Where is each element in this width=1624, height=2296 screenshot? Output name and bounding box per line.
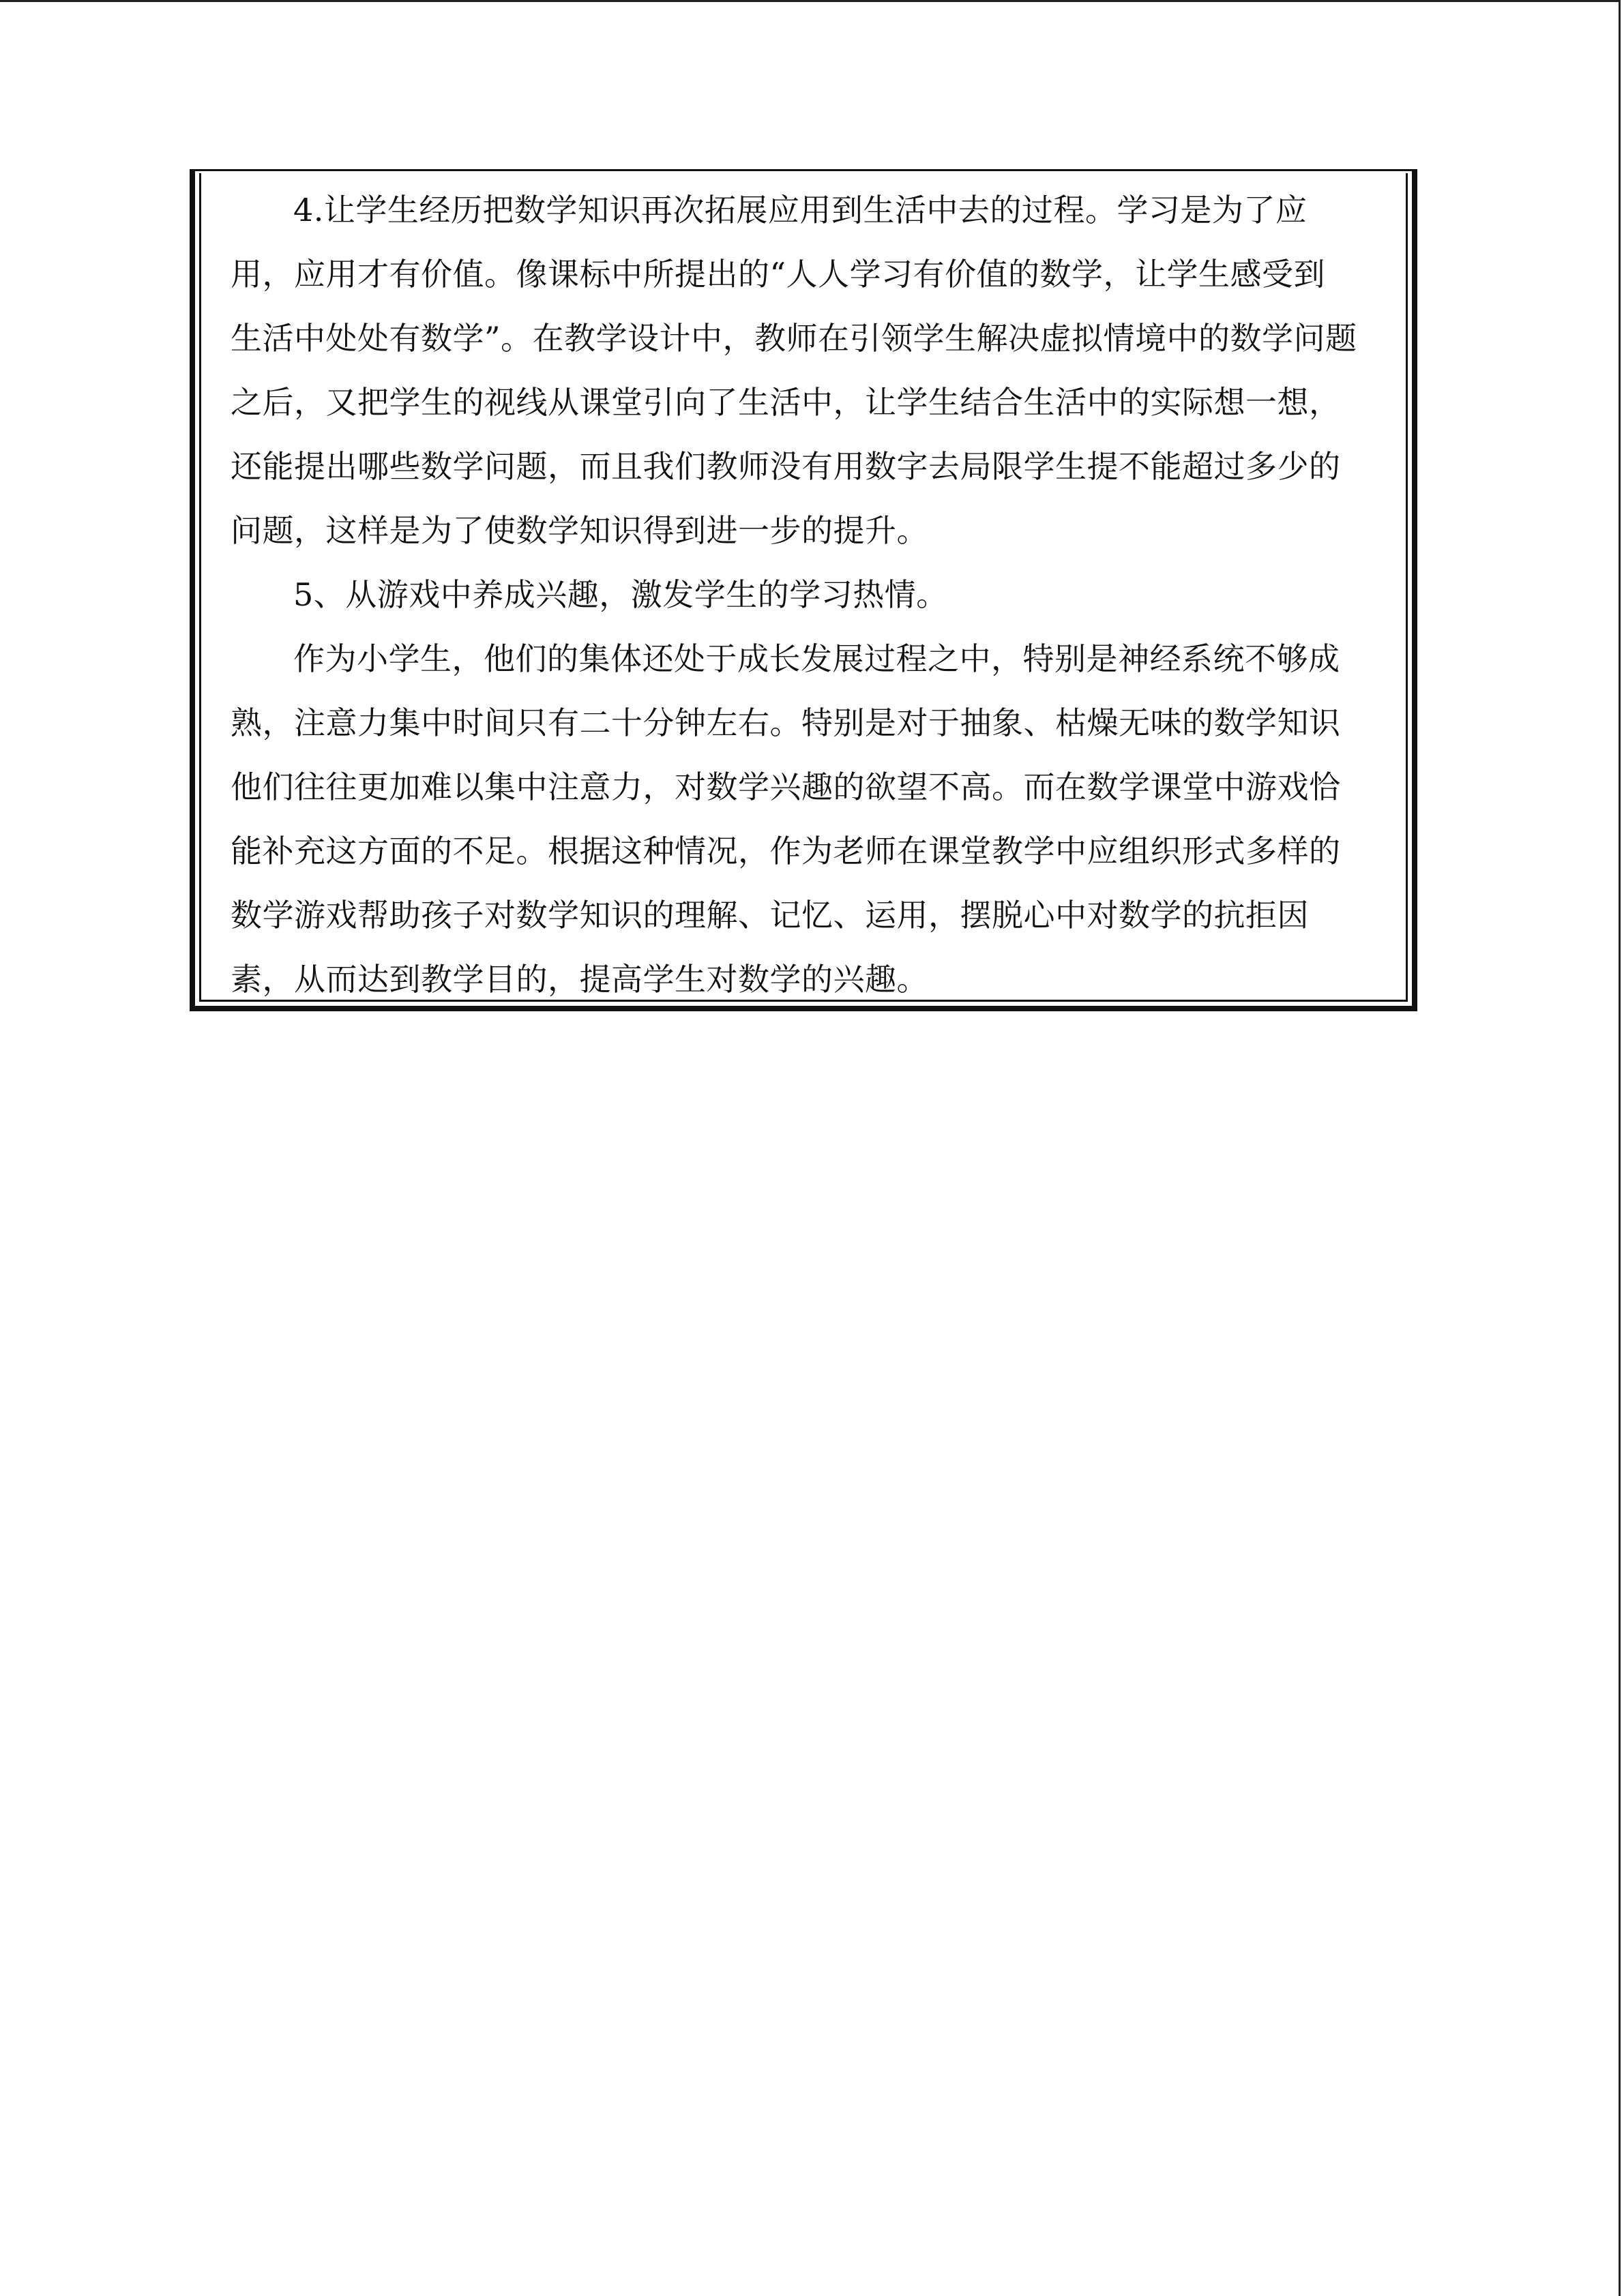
text-line: 用，应用才有价值。像课标中所提出的“人人学习有价值的数学，让学生感受到 bbox=[231, 256, 1326, 293]
text-line: 熟，注意力集中时间只有二十分钟左右。特别是对于抽象、枯燥无味的数学知识 bbox=[231, 704, 1341, 741]
text-line: 4.让学生经历把数学知识再次拓展应用到生活中去的过程。学习是为了应 bbox=[293, 192, 1308, 228]
text-line: 能补充这方面的不足。根据这种情况，作为老师在课堂教学中应组织形式多样的 bbox=[231, 833, 1341, 869]
text-line: 数学游戏帮助孩子对数学知识的理解、记忆、运用，摆脱心中对数学的抗拒因 bbox=[231, 897, 1309, 934]
document-body bbox=[231, 178, 1383, 1011]
paragraph-item-5-heading bbox=[231, 563, 1383, 627]
text-line: 还能提出哪些数学问题，而且我们教师没有用数字去局限学生提不能超过多少的 bbox=[231, 448, 1341, 485]
text-line: 5、从游戏中养成兴趣，激发学生的学习热情。 bbox=[293, 576, 948, 613]
paragraph-item-4 bbox=[231, 178, 1383, 563]
text-line: 生活中处处有数学”。在教学设计中，教师在引领学生解决虚拟情境中的数学问题 bbox=[231, 320, 1357, 357]
bordered-text-box bbox=[190, 169, 1417, 1011]
text-line: 素，从而达到教学目的，提高学生对数学的兴趣。 bbox=[231, 961, 928, 998]
text-line: 他们往往更加难以集中注意力，对数学兴趣的欲望不高。而在数学课堂中游戏恰 bbox=[231, 769, 1341, 805]
text-line: 问题，这样是为了使数学知识得到进一步的提升。 bbox=[231, 512, 928, 549]
text-line: 作为小学生，他们的集体还处于成长发展过程之中，特别是神经系统不够成 bbox=[293, 640, 1340, 677]
text-line: 之后，又把学生的视线从课堂引向了生活中，让学生结合生活中的实际想一想， bbox=[231, 384, 1341, 421]
paragraph-item-5-body bbox=[231, 627, 1383, 1011]
